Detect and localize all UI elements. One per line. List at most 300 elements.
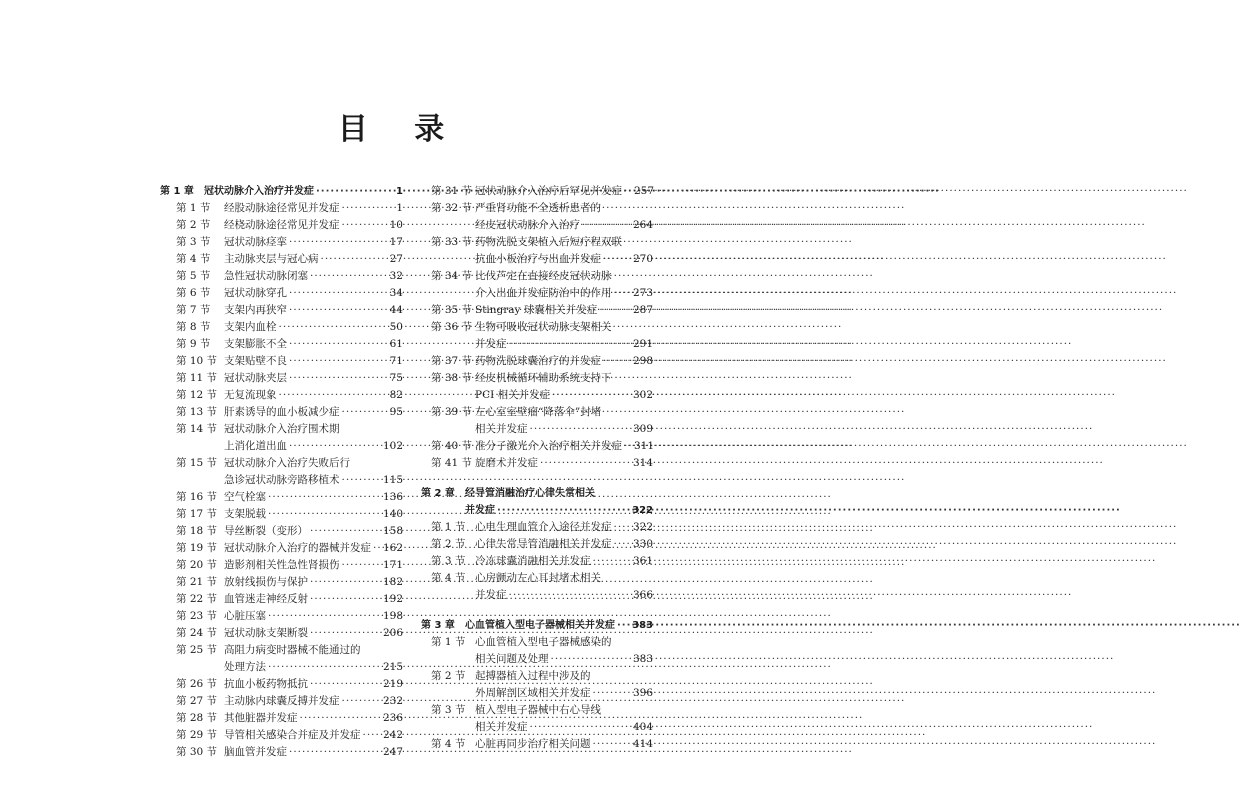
toc-section-entry[interactable] bbox=[421, 370, 653, 404]
section-title: 外周解剖区域相关并发症 bbox=[475, 687, 591, 699]
section-title: 冠状动脉介入治疗的器械并发症 bbox=[224, 542, 371, 554]
page-number: 136 bbox=[382, 491, 403, 503]
toc-section-entry[interactable] bbox=[160, 676, 403, 693]
toc-entry-line bbox=[421, 651, 653, 668]
toc-entry-line bbox=[421, 387, 653, 404]
toc-right-column bbox=[421, 183, 653, 753]
toc-entry-line bbox=[160, 557, 403, 574]
dot-leader bbox=[530, 421, 631, 438]
section-title: 旋磨术并发症 bbox=[475, 457, 538, 469]
section-title: 植入型电子器械中右心导线 bbox=[475, 704, 601, 716]
toc-section-entry[interactable] bbox=[421, 553, 653, 570]
toc-entry-line bbox=[421, 702, 653, 719]
toc-section-entry[interactable] bbox=[160, 455, 403, 489]
toc-entry-line bbox=[160, 506, 403, 523]
dot-leader bbox=[603, 251, 631, 268]
dot-leader bbox=[509, 336, 631, 353]
page-number: 32 bbox=[389, 270, 403, 282]
section-title: 高阻力病变时器械不能通过的 bbox=[224, 644, 361, 656]
section-title: 放射线损伤与保护 bbox=[224, 576, 308, 588]
toc-entry-line bbox=[421, 183, 653, 200]
page-number: 198 bbox=[382, 610, 403, 622]
chapter-title: 心血管植入型电子器械相关并发症 bbox=[465, 620, 615, 631]
section-title: 药物洗脱支架植入后短疗程双联 bbox=[475, 236, 622, 248]
dot-leader bbox=[617, 617, 630, 634]
section-title: 无复流现象 bbox=[224, 389, 277, 401]
dot-leader bbox=[289, 353, 388, 370]
page-number: 302 bbox=[632, 389, 653, 401]
toc-left-column bbox=[160, 183, 403, 761]
toc-section-entry[interactable] bbox=[160, 489, 403, 506]
section-number: 第 1 节 bbox=[176, 202, 211, 214]
section-number: 第 23 节 bbox=[176, 610, 218, 622]
dot-leader bbox=[624, 183, 632, 200]
section-number: 第 39 节 bbox=[431, 406, 473, 418]
page-number: 396 bbox=[632, 687, 653, 699]
toc-entry-line bbox=[421, 736, 653, 753]
section-number: 第 40 节 bbox=[431, 440, 473, 452]
dot-leader bbox=[342, 557, 381, 574]
page-number: 322 bbox=[632, 505, 653, 516]
dot-leader bbox=[310, 591, 381, 608]
page-number: 383 bbox=[632, 620, 653, 631]
page-number: 322 bbox=[632, 521, 653, 533]
section-number: 第 16 节 bbox=[176, 491, 218, 503]
section-number: 第 28 节 bbox=[176, 712, 218, 724]
page-number: 171 bbox=[382, 559, 403, 571]
section-title: 支架贴壁不良 bbox=[224, 355, 287, 367]
toc-section-entry[interactable] bbox=[160, 319, 403, 336]
toc-entry-line bbox=[421, 570, 653, 587]
toc-section-entry[interactable] bbox=[421, 183, 653, 200]
toc-chapter-entry[interactable] bbox=[421, 485, 653, 519]
toc-section-entry[interactable] bbox=[160, 285, 403, 302]
section-title: PCI 相关并发症 bbox=[475, 389, 551, 401]
toc-entry-line bbox=[160, 472, 403, 489]
section-number: 第 33 节 bbox=[431, 236, 473, 248]
page-number: 247 bbox=[382, 746, 403, 758]
dot-leader bbox=[289, 285, 388, 302]
chapter-number: 第 1 章 bbox=[160, 186, 194, 197]
section-number: 第 25 节 bbox=[176, 644, 218, 656]
dot-leader bbox=[310, 574, 381, 591]
dot-leader bbox=[582, 217, 631, 234]
toc-entry-line bbox=[421, 668, 653, 685]
page-number: 215 bbox=[382, 661, 403, 673]
section-number: 第 1 节 bbox=[431, 521, 466, 533]
toc-section-entry[interactable] bbox=[160, 234, 403, 251]
toc-section-entry[interactable] bbox=[160, 217, 403, 234]
dot-leader bbox=[614, 285, 631, 302]
section-number: 第 14 节 bbox=[176, 423, 218, 435]
toc-section-entry[interactable] bbox=[421, 302, 653, 319]
toc-entry-line bbox=[160, 676, 403, 693]
section-title: 导丝断裂（变形） bbox=[224, 525, 308, 537]
section-number: 第 27 节 bbox=[176, 695, 218, 707]
toc-section-entry[interactable] bbox=[421, 634, 653, 668]
section-title: 严重肾功能不全透析患者的 bbox=[475, 202, 601, 214]
toc-section-entry[interactable] bbox=[160, 387, 403, 404]
toc-entry-line bbox=[421, 404, 653, 421]
toc-entry-line bbox=[160, 625, 403, 642]
toc-entry-line bbox=[160, 268, 403, 285]
toc-entry-line bbox=[160, 421, 403, 438]
section-number: 第 19 节 bbox=[176, 542, 218, 554]
page-number: 44 bbox=[389, 304, 403, 316]
section-title: 相关并发症 bbox=[475, 721, 528, 733]
dot-leader bbox=[268, 489, 381, 506]
toc-entry-line bbox=[421, 719, 653, 736]
toc-entry-line bbox=[160, 302, 403, 319]
page-number: 115 bbox=[382, 474, 403, 486]
page-number: 95 bbox=[389, 406, 403, 418]
section-title: 并发症 bbox=[475, 589, 507, 601]
section-number: 第 11 节 bbox=[176, 372, 218, 384]
section-title: 经皮冠状动脉介入治疗 bbox=[475, 219, 580, 231]
page-number: 298 bbox=[632, 355, 653, 367]
section-number: 第 31 节 bbox=[431, 185, 473, 197]
toc-section-entry[interactable] bbox=[421, 234, 653, 268]
section-number: 第 32 节 bbox=[431, 202, 473, 214]
section-title: 空气栓塞 bbox=[224, 491, 266, 503]
dot-leader bbox=[342, 693, 381, 710]
toc-entry-line bbox=[160, 608, 403, 625]
section-title: 相关问题及处理 bbox=[475, 653, 549, 665]
dot-leader bbox=[551, 651, 631, 668]
page-number: 158 bbox=[382, 525, 403, 537]
section-title: 导管相关感染合并症及并发症 bbox=[224, 729, 361, 741]
page-number: 366 bbox=[632, 589, 653, 601]
toc-entry-line bbox=[421, 617, 653, 634]
toc-entry-line bbox=[160, 523, 403, 540]
section-title: 脑血管并发症 bbox=[224, 746, 287, 758]
toc-entry-line bbox=[421, 536, 653, 553]
page-number: 82 bbox=[389, 389, 403, 401]
toc-entry-line bbox=[421, 553, 653, 570]
toc-section-entry[interactable] bbox=[160, 744, 403, 761]
dot-leader bbox=[310, 523, 381, 540]
page-number: 404 bbox=[632, 721, 653, 733]
toc-section-entry[interactable] bbox=[160, 608, 403, 625]
section-title: 准分子激光介入治疗相关并发症 bbox=[475, 440, 622, 452]
page-number: 182 bbox=[382, 576, 403, 588]
page-number: 219 bbox=[382, 678, 403, 690]
toc-entry-line bbox=[160, 217, 403, 234]
section-title: 肝素诱导的血小板减少症 bbox=[224, 406, 340, 418]
dot-leader bbox=[342, 200, 395, 217]
toc-entry-line bbox=[160, 251, 403, 268]
toc-section-entry[interactable] bbox=[160, 302, 403, 319]
section-number: 第 30 节 bbox=[176, 746, 218, 758]
toc-entry-line bbox=[421, 502, 653, 519]
toc-section-entry[interactable] bbox=[160, 251, 403, 268]
toc-entry-line bbox=[160, 710, 403, 727]
toc-entry-line bbox=[421, 485, 653, 502]
page-number: 287 bbox=[632, 304, 653, 316]
toc-entry-line bbox=[160, 540, 403, 557]
toc-entry-line bbox=[421, 634, 653, 651]
page-number: 236 bbox=[382, 712, 403, 724]
dot-leader bbox=[509, 587, 631, 604]
toc-section-entry[interactable] bbox=[421, 319, 653, 353]
toc-section-entry[interactable] bbox=[421, 536, 653, 553]
chapter-title: 并发症 bbox=[465, 505, 495, 516]
section-number: 第 13 节 bbox=[176, 406, 218, 418]
toc-section-entry[interactable] bbox=[421, 455, 653, 472]
page-number: 162 bbox=[383, 542, 404, 554]
toc-entry-line bbox=[421, 319, 653, 336]
dot-leader bbox=[268, 659, 381, 676]
section-number: 第 1 节 bbox=[431, 636, 466, 648]
toc-chapter-entry[interactable] bbox=[421, 617, 653, 634]
section-title: 抗血小板治疗与出血并发症 bbox=[475, 253, 601, 265]
chapter-title: 经导管消融治疗心律失常相关 bbox=[465, 488, 595, 499]
toc-entry-line bbox=[160, 200, 403, 217]
section-title: 急诊冠状动脉旁路移植术 bbox=[224, 474, 340, 486]
toc-entry-line bbox=[160, 744, 403, 761]
toc-entry-line bbox=[160, 455, 403, 472]
toc-entry-line bbox=[160, 591, 403, 608]
toc-entry-line bbox=[421, 234, 653, 251]
toc-section-entry[interactable] bbox=[421, 570, 653, 604]
section-title: 主动脉夹层与冠心病 bbox=[224, 253, 319, 265]
dot-leader bbox=[540, 455, 631, 472]
toc-section-entry[interactable] bbox=[160, 200, 403, 217]
section-number: 第 18 节 bbox=[176, 525, 218, 537]
toc-section-entry[interactable] bbox=[160, 625, 403, 642]
section-number: 第 9 节 bbox=[176, 338, 211, 350]
page-number: 314 bbox=[632, 457, 653, 469]
toc-entry-line bbox=[160, 234, 403, 251]
toc-section-entry[interactable] bbox=[421, 200, 653, 234]
section-title: 支架内血栓 bbox=[224, 321, 277, 333]
page-number: 330 bbox=[632, 538, 653, 550]
page-number: 17 bbox=[389, 236, 403, 248]
section-title: 血管迷走神经反射 bbox=[224, 593, 308, 605]
section-number: 第 8 节 bbox=[176, 321, 211, 333]
toc-section-entry[interactable] bbox=[160, 540, 403, 557]
page-number: 61 bbox=[389, 338, 403, 350]
section-title: 支架膨胀不全 bbox=[224, 338, 287, 350]
toc-section-entry[interactable] bbox=[160, 642, 403, 676]
dot-leader bbox=[552, 387, 631, 404]
toc-section-entry[interactable] bbox=[160, 268, 403, 285]
section-number: 第 4 节 bbox=[176, 253, 211, 265]
toc-entry-line bbox=[160, 404, 403, 421]
toc-section-entry[interactable] bbox=[160, 370, 403, 387]
page-number: 27 bbox=[389, 253, 403, 265]
page-number: 242 bbox=[382, 729, 403, 741]
toc-entry-line bbox=[421, 200, 653, 217]
section-number: 第 22 节 bbox=[176, 593, 218, 605]
toc-entry-line bbox=[160, 727, 403, 744]
dot-leader bbox=[342, 404, 388, 421]
section-number: 第 4 节 bbox=[431, 738, 466, 750]
section-title: 心房颤动左心耳封堵术相关 bbox=[475, 572, 601, 584]
section-number: 第 6 节 bbox=[176, 287, 211, 299]
section-title: 抗血小板药物抵抗 bbox=[224, 678, 308, 690]
toc-entry-line bbox=[421, 587, 653, 604]
toc-section-entry[interactable] bbox=[421, 736, 653, 753]
page-number: 71 bbox=[389, 355, 403, 367]
page-number: 361 bbox=[632, 555, 653, 567]
dot-leader bbox=[300, 710, 381, 727]
section-number: 第 3 节 bbox=[431, 704, 466, 716]
section-number: 第 12 节 bbox=[176, 389, 218, 401]
page-number: 206 bbox=[382, 627, 403, 639]
section-title: 处理方法 bbox=[224, 661, 266, 673]
dot-leader bbox=[289, 744, 381, 761]
toc-entry-line bbox=[160, 693, 403, 710]
toc-section-entry[interactable] bbox=[421, 438, 653, 455]
section-title: 冠状动脉介入治疗围术期 bbox=[224, 423, 340, 435]
toc-section-entry[interactable] bbox=[160, 591, 403, 608]
toc-entry-line bbox=[421, 685, 653, 702]
toc-section-entry[interactable] bbox=[421, 404, 653, 438]
page-number: 291 bbox=[632, 338, 653, 350]
section-number: 第 2 节 bbox=[176, 219, 211, 231]
toc-entry-line bbox=[421, 421, 653, 438]
toc-entry-line bbox=[421, 438, 653, 455]
page-number: 309 bbox=[632, 423, 653, 435]
chapter-number: 第 3 章 bbox=[421, 620, 455, 631]
dot-leader bbox=[289, 370, 388, 387]
toc-entry-line bbox=[421, 251, 653, 268]
dot-leader bbox=[593, 736, 631, 753]
toc-entry-line bbox=[160, 370, 403, 387]
toc-section-entry[interactable] bbox=[160, 574, 403, 591]
toc-entry-line bbox=[160, 489, 403, 506]
dot-leader bbox=[342, 217, 388, 234]
section-number: 第 35 节 bbox=[431, 304, 473, 316]
chapter-number: 第 2 章 bbox=[421, 488, 455, 499]
dot-leader bbox=[373, 540, 381, 557]
section-title: 冠状动脉支架断裂 bbox=[224, 627, 308, 639]
toc-section-entry[interactable] bbox=[160, 421, 403, 455]
chapter-title: 冠状动脉介入治疗并发症 bbox=[204, 186, 314, 197]
dot-leader bbox=[593, 553, 631, 570]
toc-section-entry[interactable] bbox=[160, 353, 403, 370]
section-number: 第 26 节 bbox=[176, 678, 218, 690]
page-number: 50 bbox=[389, 321, 403, 333]
section-title: 心脏再同步治疗相关问题 bbox=[475, 738, 591, 750]
toc-entry-line bbox=[421, 519, 653, 536]
dot-leader bbox=[321, 251, 388, 268]
section-number: 第 36 节 bbox=[431, 321, 473, 333]
toc-section-entry[interactable] bbox=[160, 506, 403, 523]
toc-entry-line bbox=[160, 642, 403, 659]
toc-entry-line bbox=[160, 574, 403, 591]
toc-section-entry[interactable] bbox=[160, 710, 403, 727]
section-number: 第 24 节 bbox=[176, 627, 218, 639]
toc-entry-line bbox=[160, 319, 403, 336]
toc-section-entry[interactable] bbox=[421, 353, 653, 370]
section-number: 第 37 节 bbox=[431, 355, 473, 367]
dot-leader bbox=[279, 387, 388, 404]
toc-section-entry[interactable] bbox=[160, 523, 403, 540]
section-title: Stingray 球囊相关并发症 bbox=[475, 304, 598, 316]
section-title: 生物可吸收冠状动脉支架相关 bbox=[475, 321, 612, 333]
section-number: 第 21 节 bbox=[176, 576, 218, 588]
dot-leader bbox=[497, 502, 630, 519]
toc-entry-line bbox=[160, 285, 403, 302]
dot-leader bbox=[363, 727, 381, 744]
section-title: 冠状动脉夹层 bbox=[224, 372, 287, 384]
section-number: 第 29 节 bbox=[176, 729, 218, 741]
section-number: 第 10 节 bbox=[176, 355, 218, 367]
toc-entry-line bbox=[421, 268, 653, 285]
section-number: 第 4 节 bbox=[431, 572, 466, 584]
toc-section-entry[interactable] bbox=[421, 668, 653, 702]
toc-section-entry[interactable] bbox=[160, 336, 403, 353]
dot-leader bbox=[289, 336, 388, 353]
dot-leader bbox=[530, 719, 631, 736]
toc-entry-line bbox=[421, 285, 653, 302]
dot-leader bbox=[310, 268, 388, 285]
section-number: 第 5 节 bbox=[176, 270, 211, 282]
section-title: 心脏压塞 bbox=[224, 610, 266, 622]
section-title: 心律失常导管消融相关并发症 bbox=[475, 538, 612, 550]
toc-entry-line bbox=[421, 302, 653, 319]
dot-leader bbox=[624, 438, 632, 455]
section-title: 介入出血并发症防治中的作用 bbox=[475, 287, 612, 299]
section-number: 第 2 节 bbox=[431, 538, 466, 550]
section-number: 第 7 节 bbox=[176, 304, 211, 316]
section-title: 并发症 bbox=[475, 338, 507, 350]
section-title: 冠状动脉介入治疗失败后行 bbox=[224, 457, 350, 469]
toc-entry-line bbox=[160, 336, 403, 353]
section-number: 第 15 节 bbox=[176, 457, 218, 469]
dot-leader bbox=[289, 234, 388, 251]
toc-entry-line bbox=[160, 353, 403, 370]
dot-leader bbox=[593, 685, 631, 702]
section-title: 心血管植入型电子器械感染的 bbox=[475, 636, 612, 648]
page-number: 414 bbox=[632, 738, 653, 750]
section-title: 支架内再狭窄 bbox=[224, 304, 287, 316]
section-title: 经股动脉途径常见并发症 bbox=[224, 202, 340, 214]
section-number: 第 41 节 bbox=[431, 457, 473, 469]
page-number: 34 bbox=[389, 287, 403, 299]
toc-section-entry[interactable] bbox=[160, 693, 403, 710]
page-title: 目 录 bbox=[337, 112, 463, 147]
toc-section-entry[interactable] bbox=[160, 404, 403, 421]
toc-entry-line bbox=[421, 370, 653, 387]
toc-section-entry[interactable] bbox=[421, 519, 653, 536]
page-number: 1 bbox=[396, 202, 403, 214]
page-number: 257 bbox=[634, 185, 655, 197]
dot-leader bbox=[310, 676, 381, 693]
toc-section-entry[interactable] bbox=[160, 557, 403, 574]
dot-leader bbox=[268, 506, 381, 523]
section-title: 起搏器植入过程中涉及的 bbox=[475, 670, 591, 682]
toc-entry-line bbox=[160, 387, 403, 404]
dot-leader bbox=[316, 183, 394, 200]
page-number: 140 bbox=[382, 508, 403, 520]
section-title: 造影剂相关性急性肾损伤 bbox=[224, 559, 340, 571]
section-title: 冷冻球囊消融相关并发症 bbox=[475, 555, 591, 567]
page-number: 1 bbox=[396, 186, 403, 197]
section-number: 第 3 节 bbox=[176, 236, 211, 248]
section-number: 第 34 节 bbox=[431, 270, 473, 282]
section-title: 其他脏器并发症 bbox=[224, 712, 298, 724]
toc-section-entry[interactable] bbox=[160, 727, 403, 744]
dot-leader bbox=[289, 438, 381, 455]
dot-leader bbox=[614, 536, 631, 553]
section-title: 经桡动脉途径常见并发症 bbox=[224, 219, 340, 231]
toc-section-entry[interactable] bbox=[421, 268, 653, 302]
toc-chapter-entry[interactable] bbox=[160, 183, 403, 200]
toc-section-entry[interactable] bbox=[421, 702, 653, 736]
